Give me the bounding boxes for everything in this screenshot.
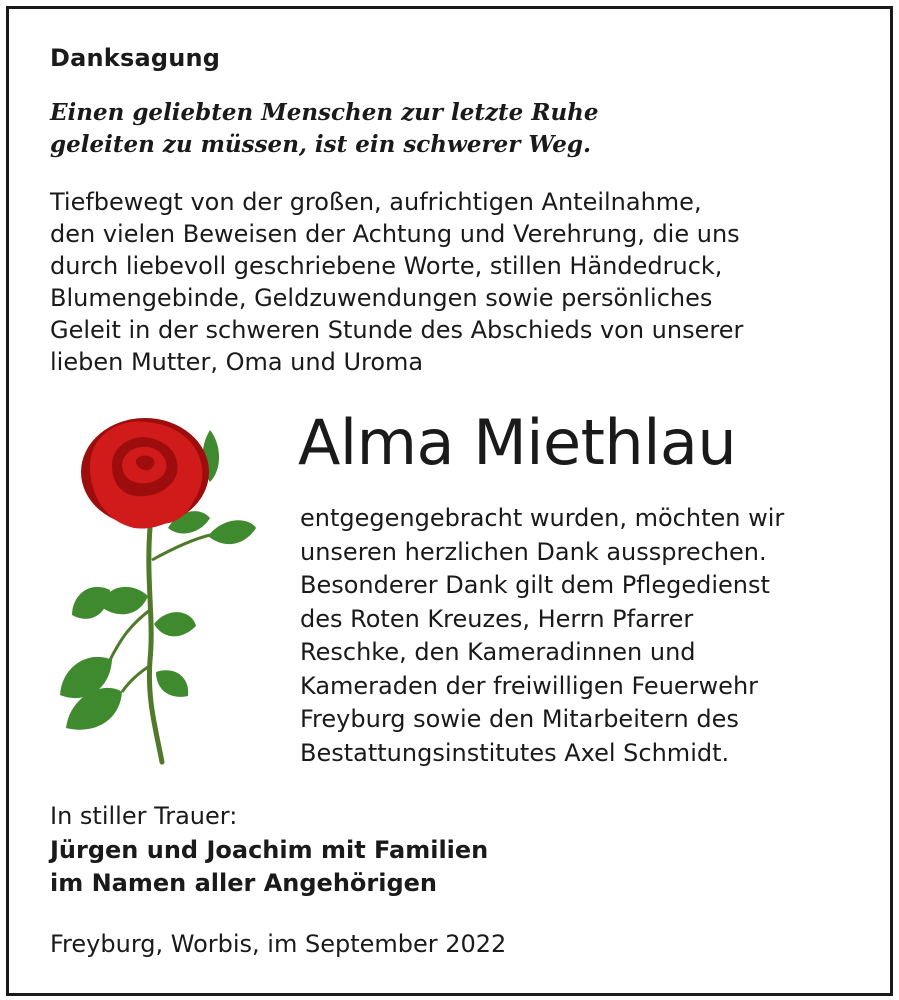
- deceased-name: Alma Miethlau: [298, 406, 737, 479]
- motto-line: geleiten zu müssen, ist ein schwerer Weg.: [50, 131, 592, 158]
- intro-line: den vielen Beweisen der Achtung und Verehrung, die uns: [50, 220, 740, 248]
- intro-line: Tiefbewegt von der großen, aufrichtigen Anteilnahme,: [50, 188, 702, 216]
- thanks-line: des Roten Kreuzes, Herrn Pfarrer: [300, 604, 694, 633]
- place-date: Freyburg, Worbis, im September 2022: [50, 930, 507, 958]
- thanks-line: Bestattungsinstitutes Axel Schmidt.: [300, 738, 730, 767]
- thanks-line: Besonderer Dank gilt dem Pflegedienst: [300, 571, 770, 599]
- mourning-label: In stiller Trauer:: [50, 802, 238, 830]
- signer-line: im Namen aller Angehörigen: [50, 869, 438, 897]
- thanks-line: entgegengebracht wurden, möchten wir: [300, 504, 785, 532]
- thanks-paragraph: [300, 502, 860, 770]
- motto-line: Einen geliebten Menschen zur letzte Ruhe: [50, 99, 599, 126]
- intro-line: lieben Mutter, Oma und Uroma: [50, 348, 424, 376]
- thanks-line: unseren herzlichen Dank aussprechen.: [300, 537, 767, 566]
- intro-line: Blumengebinde, Geldzuwendungen sowie persönliches: [50, 284, 713, 312]
- intro-line: durch liebevoll geschriebene Worte, stillen Händedruck,: [50, 252, 723, 280]
- thanks-line: Freyburg sowie den Mitarbeitern des: [300, 705, 739, 733]
- signers: [50, 834, 488, 900]
- red-rose-icon: [50, 410, 265, 770]
- thanks-line: Kameraden der freiwilligen Feuerwehr: [300, 671, 759, 700]
- intro-paragraph: [50, 186, 850, 378]
- thanks-line: Reschke, den Kameradinnen und: [300, 638, 696, 666]
- intro-line: Geleit in der schweren Stunde des Abschieds von unserer: [50, 316, 744, 344]
- motto-quote: [50, 97, 810, 161]
- signer-line: Jürgen und Joachim mit Familien: [50, 836, 489, 864]
- notice-heading: Danksagung: [50, 44, 221, 72]
